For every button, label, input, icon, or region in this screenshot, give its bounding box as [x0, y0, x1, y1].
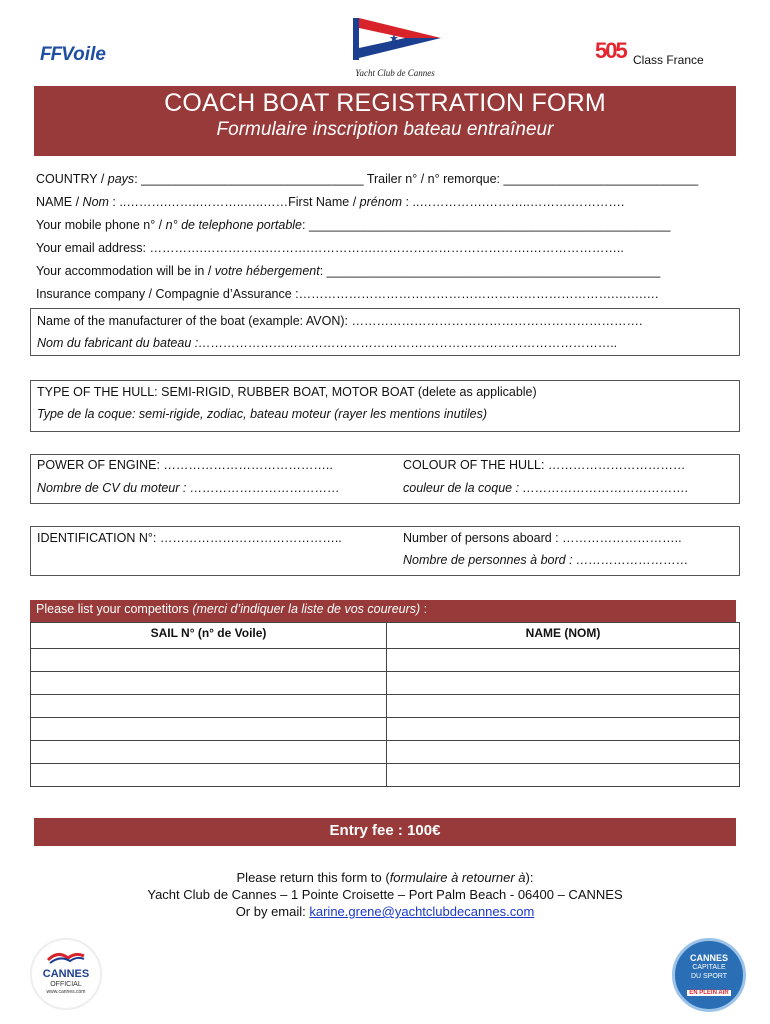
entry-fee-banner: Entry fee : 100€: [34, 818, 736, 846]
sail-cell[interactable]: [31, 672, 387, 695]
table-header-row: [31, 623, 740, 649]
form-subtitle: Formulaire inscription bateau entraîneur: [216, 119, 554, 140]
identification-field[interactable]: IDENTIFICATION N°: ……………………………………..: [37, 531, 342, 545]
return-line-1-fr: formulaire à retourner à: [389, 870, 526, 885]
yacht-club-logo: [340, 16, 450, 80]
competitors-label-en: Please list your competitors: [36, 602, 193, 616]
class-505-logo: [595, 38, 725, 72]
accommodation-line: : ________________________________________________: [319, 264, 661, 278]
cannes-official-logo: [30, 938, 102, 1010]
email-field[interactable]: Your email address: ………….…………….……….…………….……………………………….…………………..: [36, 241, 624, 255]
mobile-label: Your mobile phone n° /: [36, 218, 166, 232]
sail-cell[interactable]: [31, 741, 387, 764]
name-dots: : ..……….……..………..…..……First Name /: [108, 195, 360, 209]
return-line-3: [0, 903, 770, 920]
name-field[interactable]: [36, 195, 624, 209]
table-row: [31, 718, 740, 741]
name-cell[interactable]: [387, 718, 740, 741]
competitors-label: [36, 602, 427, 616]
sail-number-header: SAIL N° (n° de Voile): [31, 623, 387, 649]
name-header: NAME (NOM): [387, 623, 740, 649]
table-row: [31, 672, 740, 695]
accommodation-field[interactable]: [36, 264, 660, 278]
hull-box: [30, 380, 740, 432]
sail-cell[interactable]: [31, 649, 387, 672]
email-prefix: Or by email:: [235, 904, 310, 919]
accommodation-label-fr: votre hébergement: [214, 264, 320, 278]
engine-power-field-fr[interactable]: Nombre de CV du moteur : ………………………………: [37, 481, 340, 495]
badge-top-text: CANNES: [689, 953, 728, 963]
mobile-label-fr: n° de telephone portable: [165, 218, 302, 232]
country-field[interactable]: [36, 172, 698, 186]
manufacturer-field[interactable]: Name of the manufacturer of the boat (example: AVON): …………………………………………………………….: [37, 314, 643, 328]
sail-cell[interactable]: [31, 695, 387, 718]
cannes-wave-icon: [46, 950, 86, 964]
table-row: [31, 695, 740, 718]
engine-box: [30, 454, 740, 504]
name-cell[interactable]: [387, 672, 740, 695]
manufacturer-box: [30, 308, 740, 356]
return-instructions: [0, 869, 770, 920]
manufacturer-field-fr[interactable]: Nom du fabricant du bateau :………………………………………………………………………………………..: [37, 336, 618, 350]
name-cell[interactable]: [387, 764, 740, 787]
class-505-number: 505: [595, 38, 626, 63]
cannes-sport-badge: [672, 938, 746, 1012]
persons-aboard-field[interactable]: Number of persons aboard : ………………………..: [403, 531, 682, 545]
ffvoile-logo: [40, 44, 130, 70]
name-cell[interactable]: [387, 695, 740, 718]
competitors-bar: [30, 600, 736, 622]
return-line-1-b: ):: [525, 870, 534, 885]
badge-bottom-text: EN PLEIN AIR: [689, 990, 729, 996]
country-label: COUNTRY /: [36, 172, 108, 186]
insurance-field[interactable]: Insurance company / Compagnie d’Assurance :………………………………………………………………….….….…: [36, 287, 660, 301]
hull-colour-field-fr[interactable]: couleur de la coque : ………………………………….: [403, 481, 689, 495]
identification-box: [30, 526, 740, 576]
country-line: : ________________________________: [134, 172, 367, 186]
return-address: Yacht Club de Cannes – 1 Pointe Croisette – Port Palm Beach - 06400 – CANNES: [147, 887, 623, 902]
ffvoile-voile: Voile: [61, 44, 106, 65]
hull-colour-field[interactable]: COLOUR OF THE HULL: ……………………………: [403, 458, 686, 472]
sail-cell[interactable]: [31, 718, 387, 741]
country-label-fr: pays: [107, 172, 135, 186]
class-505-name: Class France: [633, 53, 704, 67]
form-title: COACH BOAT REGISTRATION FORM: [164, 89, 606, 117]
badge-mid-text-2: DU SPORT: [690, 973, 728, 980]
return-line-1-a: Please return this form to (: [236, 870, 390, 885]
trailer-field: Trailer n° / n° remorque: ____________________________: [366, 172, 699, 186]
competitors-table: [30, 622, 740, 787]
cannes-logo-url: www.cannes.com: [46, 989, 86, 995]
cannes-logo-text: CANNES: [42, 968, 90, 980]
mobile-field[interactable]: [36, 218, 670, 232]
burgee-icon: [345, 16, 445, 62]
table-row: [31, 649, 740, 672]
contact-email-link[interactable]: karine.grene@yachtclubdecannes.com: [309, 904, 535, 919]
hull-type-label: TYPE OF THE HULL: SEMI-RIGID, RUBBER BOAT, MOTOR BOAT (delete as applicable): [37, 385, 537, 399]
cannes-logo-sub: OFFICIAL: [50, 981, 82, 988]
return-line-1: [0, 869, 770, 886]
table-row: [31, 741, 740, 764]
svg-text:★: ★: [389, 32, 399, 45]
engine-power-field[interactable]: POWER OF ENGINE: …………………………………..: [37, 458, 333, 472]
name-cell[interactable]: [387, 649, 740, 672]
name-label-fr: Nom: [82, 195, 109, 209]
sail-cell[interactable]: [31, 764, 387, 787]
firstname-dots: : ..…………….………..……….………….: [402, 195, 625, 209]
competitors-label-colon: :: [420, 602, 428, 616]
badge-mid-text-1: CAPITALE: [692, 964, 726, 971]
yacht-club-caption: Yacht Club de Cannes: [355, 68, 435, 78]
persons-aboard-field-fr[interactable]: Nombre de personnes à bord : ………………………: [403, 553, 689, 567]
title-banner: [34, 86, 736, 156]
competitors-label-fr: (merci d’indiquer la liste de vos coureurs): [192, 602, 421, 616]
accommodation-label: Your accommodation will be in /: [36, 264, 215, 278]
name-label: NAME /: [36, 195, 83, 209]
firstname-label-fr: prénom: [359, 195, 403, 209]
name-cell[interactable]: [387, 741, 740, 764]
mobile-line: : ____________________________________________________: [302, 218, 671, 232]
table-row: [31, 764, 740, 787]
ffvoile-ff: FF: [40, 44, 62, 65]
hull-type-label-fr: Type de la coque: semi-rigide, zodiac, bateau moteur (rayer les mentions inutiles): [37, 407, 487, 421]
